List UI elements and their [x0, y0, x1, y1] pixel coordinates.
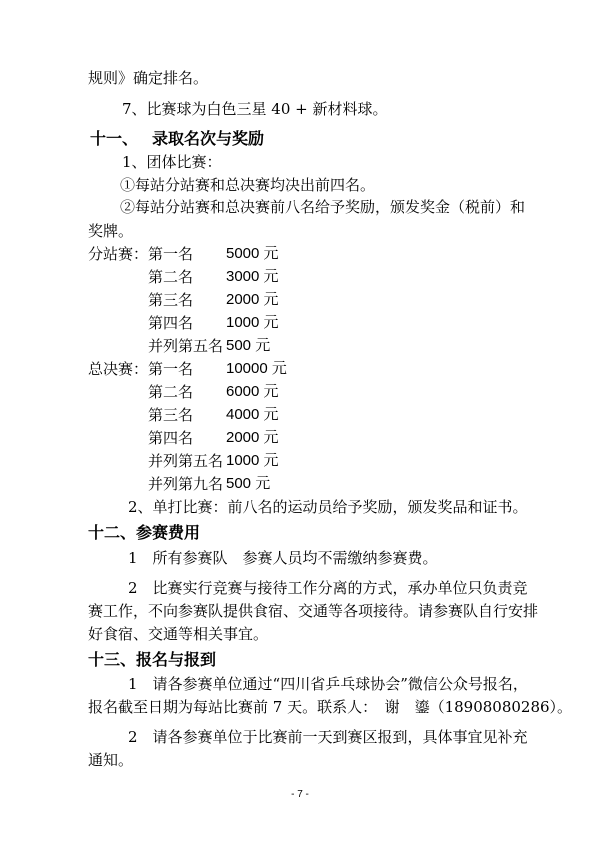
text-line: 通知。 [88, 751, 134, 769]
section-11-number: 十一、 [90, 129, 139, 148]
prize-amount: 6000 元 [226, 383, 279, 400]
prize-amount: 2000 元 [226, 429, 279, 446]
text-line: 好食宿、交通等相关事宜。 [88, 625, 269, 643]
final-prize-label: 总决赛： [88, 360, 149, 378]
text-line: 1 请各参赛单位通过“四川省乒乓球协会”微信公众号报名， [128, 675, 528, 693]
text-line: ①每站分站赛和总决赛均决出前四名。 [120, 176, 376, 194]
prize-place: 第三名 [148, 406, 194, 424]
text-line: 报名截至日期为每站比赛前 7 天。联系人： 谢 鎏（18908080286）。 [88, 698, 573, 716]
prize-amount: 1000 元 [226, 314, 279, 331]
text-line: ②每站分站赛和总决赛前八名给予奖励，颁发奖金（税前）和 [120, 198, 526, 216]
text-line: 2 比赛实行竞赛与接待工作分离的方式，承办单位只负责竞 [128, 579, 528, 597]
prize-amount: 3000 元 [226, 268, 279, 285]
prize-amount: 1000 元 [226, 452, 279, 469]
text-line: 赛工作，不向参赛队提供食宿、交通等各项接待。请参赛队自行安排 [88, 602, 539, 620]
prize-place: 并列第五名 [148, 452, 224, 470]
text-line: 1 所有参赛队 参赛人员均不需缴纳参赛费。 [128, 549, 438, 567]
section-13-title: 十三、报名与报到 [88, 650, 217, 669]
page-number: - 7 - [291, 789, 309, 800]
prize-place: 第四名 [148, 314, 194, 332]
text-line: 2、单打比赛：前八名的运动员给予奖励，颁发奖品和证书。 [128, 498, 528, 516]
prize-amount: 4000 元 [226, 406, 279, 423]
prize-amount: 500 元 [226, 337, 271, 354]
text-line: 1、团体比赛： [122, 153, 222, 171]
text-line: 2 请各参赛单位于比赛前一天到赛区报到，具体事宜见补充 [128, 728, 528, 746]
text-line: 规则》确定排名。 [88, 69, 209, 87]
prize-amount: 5000 元 [226, 245, 279, 262]
prize-place: 第二名 [148, 383, 194, 401]
prize-place: 并列第五名 [148, 337, 224, 355]
prize-place: 并列第九名 [148, 475, 224, 493]
prize-place: 第一名 [148, 360, 194, 378]
section-12-title: 十二、参赛费用 [88, 523, 201, 542]
prize-amount: 500 元 [226, 475, 271, 492]
prize-place: 第二名 [148, 268, 194, 286]
station-prize-label: 分站赛： [88, 245, 149, 263]
section-11-title: 录取名次与奖励 [152, 129, 265, 148]
prize-amount: 10000 元 [226, 360, 287, 377]
text-line: 7、比赛球为白色三星 40 + 新材料球。 [122, 100, 388, 118]
prize-amount: 2000 元 [226, 291, 279, 308]
prize-place: 第一名 [148, 245, 194, 263]
text-line: 奖牌。 [88, 222, 134, 240]
prize-place: 第四名 [148, 429, 194, 447]
prize-place: 第三名 [148, 291, 194, 309]
